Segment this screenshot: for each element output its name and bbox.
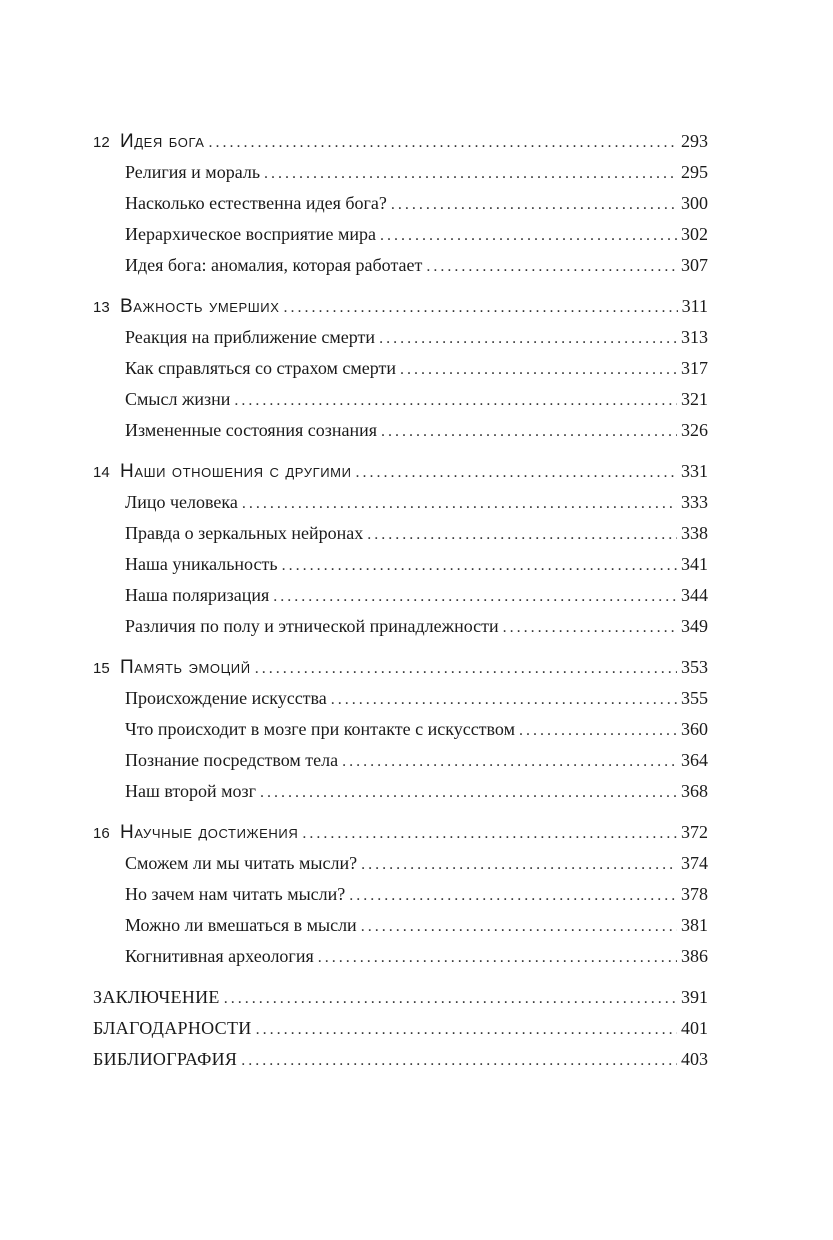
section-title: Иерархическое восприятие мира [125,224,376,244]
dot-leader [503,612,677,643]
chapter-entry[interactable] [93,456,708,487]
page-number: 338 [681,523,708,543]
section-entry[interactable] [93,848,708,879]
section-title: Религия и мораль [125,162,261,182]
page-number: 403 [681,1049,708,1069]
chapter-number: 16 [93,825,110,842]
dot-leader [361,911,677,942]
chapter-12 [93,126,708,281]
chapter-entry[interactable] [93,291,708,322]
section-entry[interactable] [93,188,708,219]
chapter-15 [93,652,708,807]
section-title: Но зачем нам читать мысли? [125,884,346,904]
back-matter [93,982,708,1075]
section-entry[interactable] [93,611,708,642]
dot-leader [256,1014,677,1045]
section-title: Измененные состояния сознания [125,420,378,440]
dot-leader [331,684,677,715]
page-number: 311 [681,296,708,316]
page-number: 326 [681,420,708,440]
dot-leader [282,550,677,581]
page-number: 333 [681,492,708,512]
section-title: Наш второй мозг [125,781,257,801]
chapter-entry[interactable] [93,817,708,848]
chapter-14 [93,456,708,642]
dot-leader [209,127,677,158]
dot-leader [400,354,677,385]
dot-leader [241,1045,677,1076]
section-entry[interactable] [93,683,708,714]
section-entry[interactable] [93,714,708,745]
section-entry[interactable] [93,322,708,353]
page-number: 401 [681,1018,708,1038]
chapter-title: Наши отношения с другими [120,461,352,482]
chapter-title: Память эмоций [120,657,251,678]
table-of-contents [93,126,708,1075]
section-entry[interactable] [93,353,708,384]
dot-leader [273,581,677,612]
section-title: Насколько естественна идея бога? [125,193,387,213]
section-title: Наша поляризация [125,585,270,605]
page-number: 341 [681,554,708,574]
section-title: Происхождение искусства [125,688,327,708]
section-title: Что происходит в мозге при контакте с искусством [125,719,515,739]
section-entry[interactable] [93,910,708,941]
chapter-16 [93,817,708,972]
page-number: 391 [681,987,708,1007]
section-entry[interactable] [93,250,708,281]
page-number: 321 [681,389,708,409]
page-number: 349 [681,616,708,636]
chapter-number: 15 [93,660,110,677]
section-title: Можно ли вмешаться в мысли [125,915,357,935]
backmatter-title: БЛАГОДАРНОСТИ [93,1018,252,1038]
section-title: Реакция на приближение смерти [125,327,376,347]
section-title: Сможем ли мы читать мысли? [125,853,358,873]
section-title: Как справляться со страхом смерти [125,358,397,378]
dot-leader [367,519,677,550]
dot-leader [426,251,677,282]
page-number: 364 [681,750,708,770]
dot-leader [356,457,677,488]
page-number: 360 [681,719,708,739]
section-entry[interactable] [93,518,708,549]
section-title: Наша уникальность [125,554,278,574]
dot-leader [264,158,677,189]
dot-leader [391,189,677,220]
dot-leader [255,653,677,684]
section-entry[interactable] [93,384,708,415]
section-entry[interactable] [93,745,708,776]
dot-leader [234,385,677,416]
page-number: 313 [681,327,708,347]
section-title: Познание посредством тела [125,750,339,770]
chapter-number: 12 [93,134,110,151]
page-number: 317 [681,358,708,378]
section-title: Когнитивная археология [125,946,314,966]
section-title: Идея бога: аномалия, которая работает [125,255,423,275]
page-number: 368 [681,781,708,801]
dot-leader [380,220,677,251]
dot-leader [349,880,677,911]
backmatter-entry-conclusion[interactable] [93,982,708,1013]
section-entry[interactable] [93,487,708,518]
dot-leader [381,416,677,447]
dot-leader [318,942,677,973]
dot-leader [260,777,677,808]
section-title: Правда о зеркальных нейронах [125,523,364,543]
chapter-number: 13 [93,299,110,316]
page-number: 378 [681,884,708,904]
dot-leader [342,746,677,777]
page-number: 386 [681,946,708,966]
page-number: 344 [681,585,708,605]
section-title: Различия по полу и этнической принадлежности [125,616,499,636]
chapter-number: 14 [93,464,110,481]
section-entry[interactable] [93,580,708,611]
section-entry[interactable] [93,549,708,580]
page-number: 353 [681,657,708,677]
dot-leader [361,849,677,880]
chapter-title: Идея бога [120,131,205,152]
chapter-entry[interactable] [93,126,708,157]
page-number: 302 [681,224,708,244]
section-title: Лицо человека [125,492,238,512]
dot-leader [379,323,677,354]
dot-leader [284,292,678,323]
page-number: 307 [681,255,708,275]
dot-leader [242,488,677,519]
section-entry[interactable] [93,776,708,807]
section-entry[interactable] [93,941,708,972]
backmatter-entry-bibliography[interactable] [93,1044,708,1075]
dot-leader [302,818,677,849]
chapter-13 [93,291,708,446]
page-number: 355 [681,688,708,708]
section-entry[interactable] [93,879,708,910]
page-number: 381 [681,915,708,935]
chapter-title: Научные достижения [120,822,299,843]
page-number: 372 [681,822,708,842]
backmatter-entry-acknowledgements[interactable] [93,1013,708,1044]
chapter-entry[interactable] [93,652,708,683]
section-entry[interactable] [93,157,708,188]
section-title: Смысл жизни [125,389,231,409]
dot-leader [224,983,677,1014]
dot-leader [519,715,677,746]
chapter-title: Важность умерших [120,296,280,317]
section-entry[interactable] [93,219,708,250]
page-number: 293 [681,131,708,151]
page-number: 295 [681,162,708,182]
backmatter-title: БИБЛИОГРАФИЯ [93,1049,238,1069]
page-number: 300 [681,193,708,213]
page-number: 331 [681,461,708,481]
section-entry[interactable] [93,415,708,446]
backmatter-title: ЗАКЛЮЧЕНИЕ [93,987,220,1007]
page-number: 374 [681,853,708,873]
